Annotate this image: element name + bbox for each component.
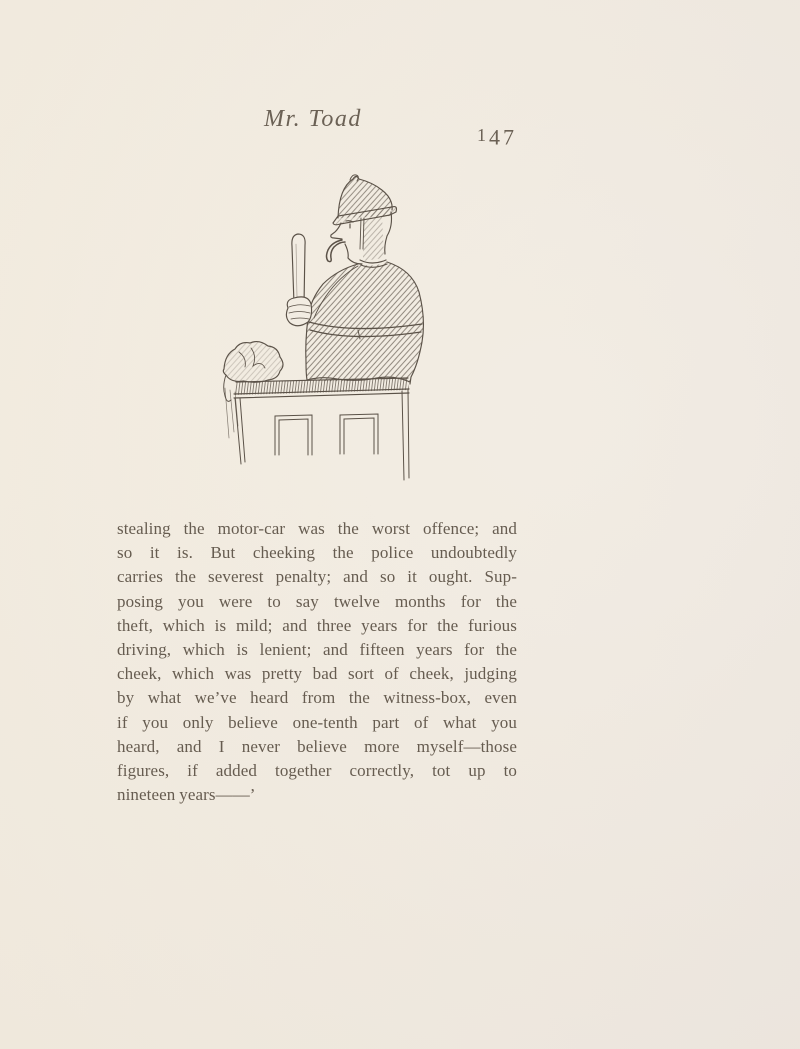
- folio-page-number: 147: [477, 124, 518, 150]
- text-line: stealing the motor-car was the worst offence; and: [117, 519, 517, 538]
- policeman-illustration-svg: [222, 172, 437, 484]
- text-line: figures, if added together correctly, tot up to: [117, 760, 517, 780]
- text-line: nineteen years——’: [117, 785, 256, 805]
- text-line: posing you were to say twelve months for the: [117, 591, 517, 611]
- text-line: if you only believe one-tenth part of what you: [117, 712, 517, 732]
- running-header-title: Mr. Toad: [264, 106, 362, 132]
- text-line: driving, which is lenient; and fifteen years for the: [117, 639, 517, 659]
- text-line: by what we’ve heard from the witness-box, even: [117, 688, 517, 708]
- text-line: cheek, which was pretty bad sort of cheek, judging: [117, 664, 517, 684]
- policeman-illustration: [222, 172, 437, 484]
- body-text: [117, 517, 517, 807]
- text-line: carries the severest penalty; and so it ought. Sup-: [117, 567, 517, 587]
- text-line: so it is. But cheeking the police undoubtedly: [117, 543, 517, 563]
- text-line: heard, and I never believe more myself—those: [117, 736, 517, 756]
- text-line: theft, which is mild; and three years for the furious: [117, 615, 517, 635]
